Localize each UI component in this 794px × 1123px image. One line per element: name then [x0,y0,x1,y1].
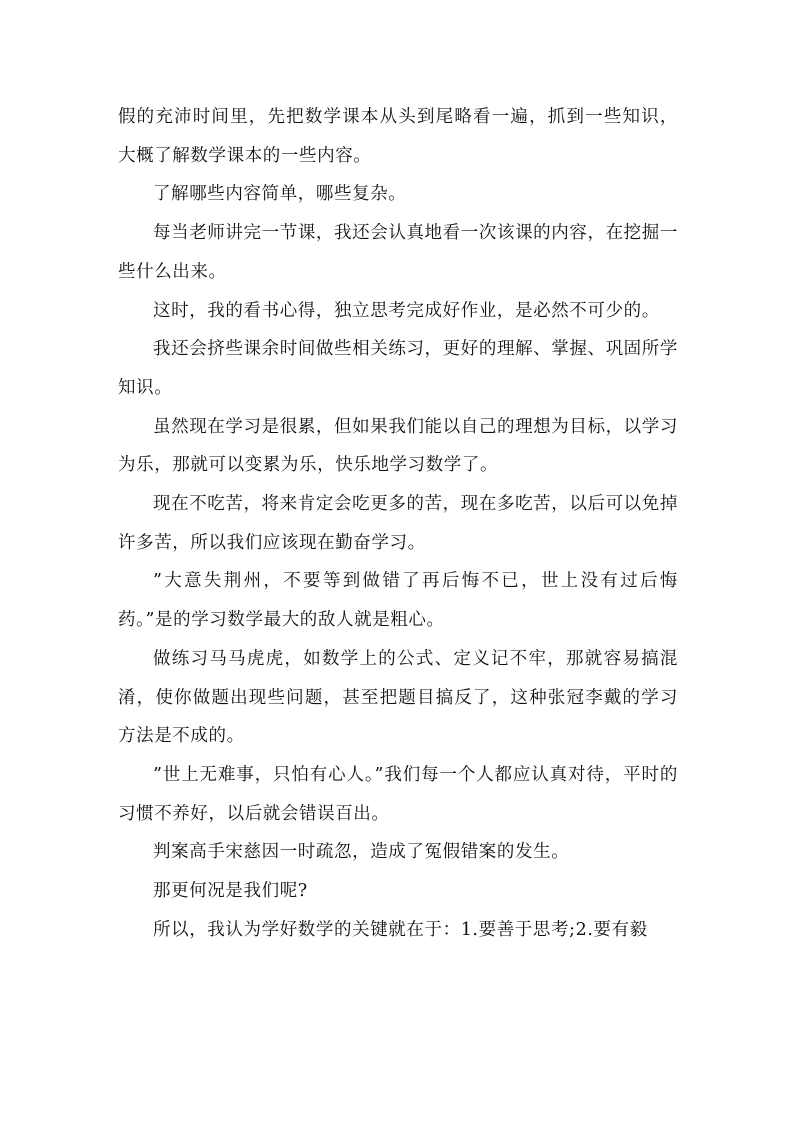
paragraph-5: 我还会挤些课余时间做些相关练习，更好的理解、掌握、巩固所学知识。 [118,339,678,398]
paragraph-7: 现在不吃苦，将来肯定会吃更多的苦，现在多吃苦，以后可以免掉许多苦，所以我们应该现在勤奋学习。 [118,494,678,553]
paragraph-13: 所以，我认为学好数学的关键就在于：1.要善于思考;2.要有毅 [153,919,648,940]
document-body [118,98,678,949]
paragraph-1: 假的充沛时间里，先把数学课本从头到尾略看一遍，抓到一些知识，大概了解数学课本的一些内容。 [118,107,678,166]
paragraph-10: ”世上无难事，只怕有心人。”我们每一个人都应认真对待，平时的习惯不养好，以后就会错误百出。 [118,764,679,824]
paragraph-8: ”大意失荆州，不要等到做错了再后悔不已，世上没有过后悔药。”是的学习数学最大的敌人就是粗心。 [118,571,678,631]
paragraph-6: 虽然现在学习是很累，但如果我们能以自己的理想为目标，以学习为乐，那就可以变累为乐，快乐地学习数学了。 [118,416,678,476]
paragraph-2: 了解哪些内容简单，哪些复杂。 [153,184,407,205]
paragraph-12: 那更何况是我们呢? [153,881,308,902]
paragraph-4: 这时，我的看书心得，独立思考完成好作业，是必然不可少的。 [153,300,660,321]
paragraph-11: 判案高手宋慈因一时疏忽，造成了冤假错案的发生。 [153,842,570,863]
paragraph-9: 做练习马马虎虎，如数学上的公式、定义记不牢，那就容易搞混淆，使你做题出现些问题，甚至把题目搞反了，这种张冠李戴的学习方法是不成的。 [118,648,678,747]
paragraph-3: 每当老师讲完一节课，我还会认真地看一次该课的内容，在挖掘一些什么出来。 [118,223,678,282]
